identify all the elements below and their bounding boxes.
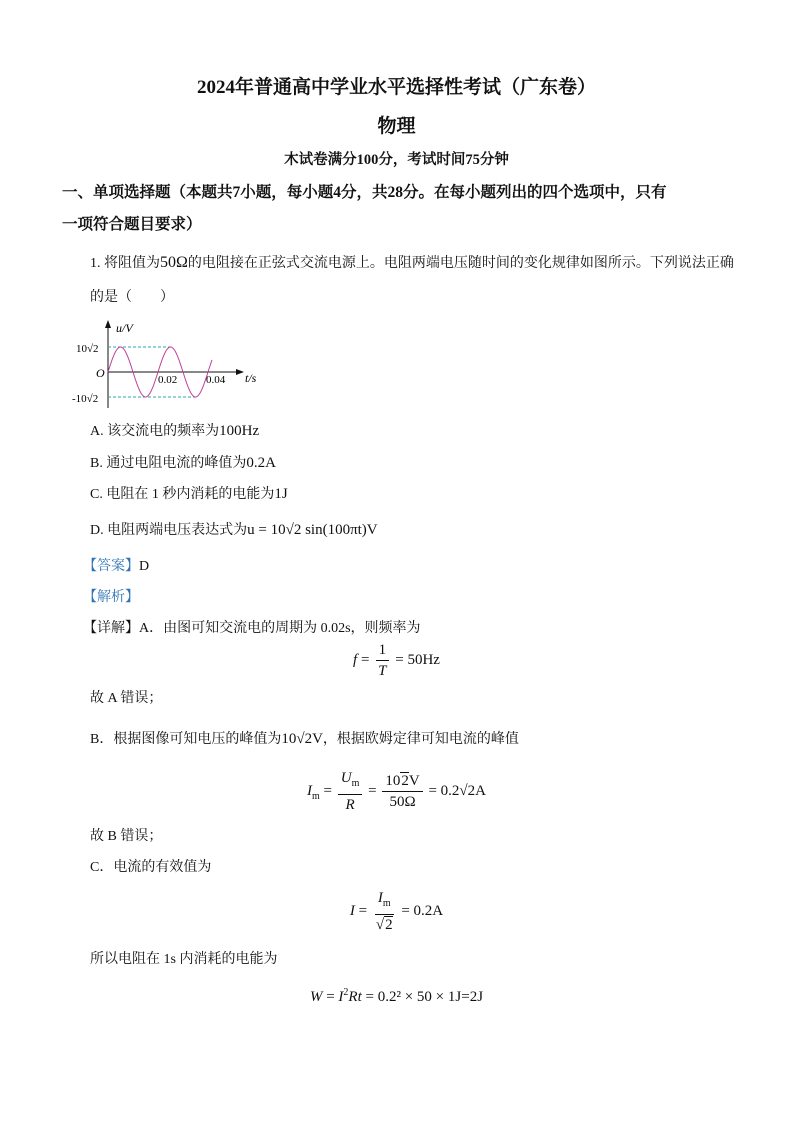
- page-title: 2024年普通高中学业水平选择性考试（广东卷）: [196, 77, 596, 98]
- option-c[interactable]: [90, 483, 288, 503]
- peak-value: 10√2V: [281, 731, 323, 747]
- stem-text: 的电阻接在正弦式交流电源上。电阻两端电压随时间的变化规律如图所示。下列说法正确: [187, 256, 734, 271]
- voltage-time-graph: [60, 318, 260, 410]
- option-d[interactable]: [90, 519, 378, 539]
- energy-formula: $W = I^2Rt = 0.2^2 \times 50 \times 1J=2J$: [309, 987, 484, 1005]
- text: ，根据欧姆定律可知电流的峰值: [322, 732, 519, 747]
- option-a[interactable]: [90, 420, 259, 440]
- option-value: u = 10√2 sin(100πt)V: [247, 522, 378, 538]
- section-heading-line2: 一项符合题目要求）: [62, 216, 202, 233]
- x-axis-arrow: [236, 369, 244, 375]
- section-heading-line1: 一、单项选择题（本题共7小题，每小题4分，共28分。在每小题列出的四个选项中，只有: [62, 184, 667, 201]
- resistance-value: 50Ω: [160, 254, 188, 271]
- formula-result: = 0.2√2A: [428, 782, 486, 799]
- option-text: C. 电阻在 1 秒内消耗的电能为: [90, 487, 275, 502]
- x-tick-label: 0.04: [206, 374, 226, 386]
- x-tick-label: 0.02: [158, 374, 178, 386]
- detail-c-intro2: 所以电阻在 1s 内消耗的电能为: [90, 952, 278, 967]
- detail-c-intro: C．电流的有效值为: [90, 860, 212, 875]
- option-value: 100Hz: [219, 423, 260, 439]
- detail-a-end: 故 A 错误；: [90, 691, 163, 706]
- effective-current-formula: I = $\frac{I_m}{√2}$ = 0.2A: [349, 890, 444, 933]
- option-text: B. 通过电阻电流的峰值为: [90, 456, 247, 471]
- stem-text: 1. 将阻值为: [90, 256, 160, 271]
- answer-line: [83, 555, 149, 575]
- option-b[interactable]: [90, 452, 276, 472]
- y-top-label: 10√2: [76, 343, 99, 355]
- formula-result: = 0.2A: [401, 902, 444, 919]
- origin-label: O: [96, 366, 105, 380]
- exam-info: 木试卷满分100分，考试时间75分钟: [284, 152, 509, 168]
- formula-result: = 50Hz: [395, 651, 440, 668]
- answer-label: 【答案】: [83, 559, 139, 574]
- subject-title: 物理: [377, 116, 416, 137]
- x-axis-label: t/s: [245, 371, 257, 385]
- detail-b-end: 故 B 错误；: [90, 829, 163, 844]
- detail-b-intro: [90, 728, 519, 748]
- frequency-formula: f = $\frac{1}{T}$ = 50Hz: [353, 642, 440, 679]
- answer-value: D: [139, 559, 150, 574]
- option-value: 0.2A: [246, 455, 276, 471]
- analysis-label: 【解析】: [83, 590, 139, 605]
- question-stem: [90, 252, 734, 272]
- question-stem-end: 的是（ ）: [90, 290, 174, 305]
- option-value: 1J: [274, 486, 288, 502]
- detail-a-intro: 【详解】A．由图可知交流电的周期为 0.02s，则频率为: [83, 621, 421, 636]
- text: B．根据图像可知电压的峰值为: [90, 732, 282, 747]
- peak-current-formula: $I_m$ = $\frac{U_m}{R}$ = $\frac{102V}{50\Omega}$ = 0.2√2A: [307, 770, 486, 813]
- option-text: D. 电阻两端电压表达式为: [90, 523, 248, 538]
- formula-result: = 0.2² × 50 × 1J=2J: [365, 989, 484, 1005]
- y-axis-label: u/V: [116, 321, 133, 335]
- y-bottom-label: -10√2: [72, 393, 99, 405]
- y-axis-arrow: [105, 320, 111, 328]
- option-text: A. 该交流电的频率为: [90, 424, 220, 439]
